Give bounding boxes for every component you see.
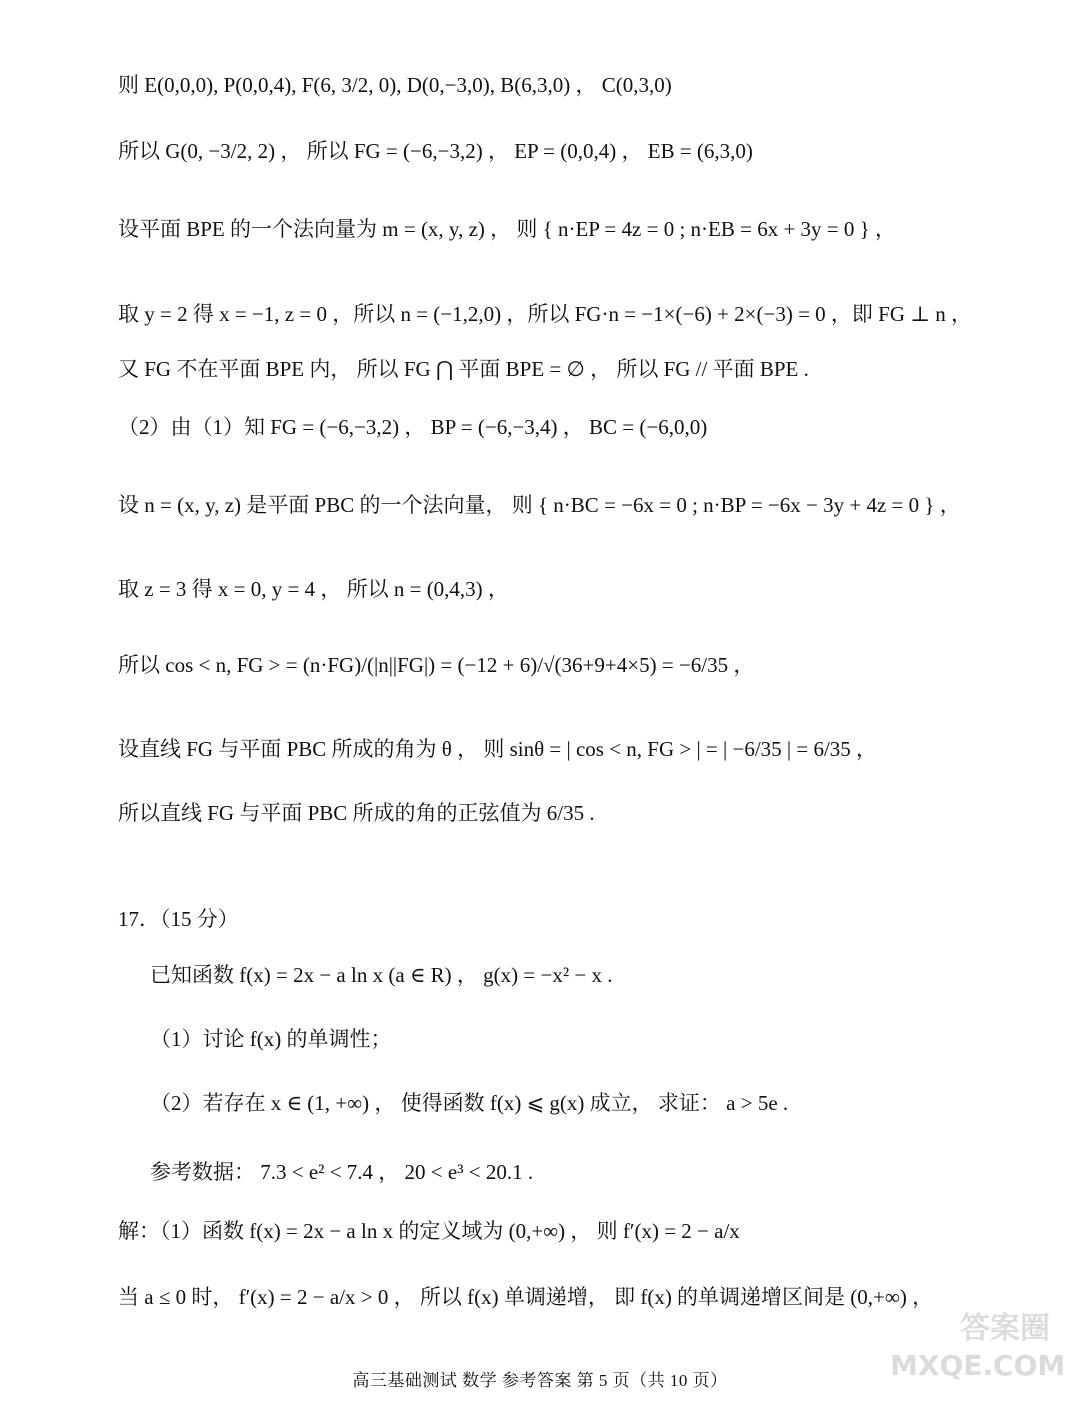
text-line: （2）若存在 x ∈ (1, +∞) ， 使得函数 f(x) ⩽ g(x) 成立， 求证： a > 5e .	[150, 1091, 789, 1115]
text-line: 当 a ≤ 0 时， f′(x) = 2 − a/x > 0 ， 所以 f(x) 单调递增， 即 f(x) 的单调递增区间是 (0,+∞) ，	[118, 1285, 934, 1309]
watermark-bottom: MXQE.COM	[890, 1349, 1066, 1382]
text-line: 所以 cos < n, FG > = (n·FG)/(|n||FG|) = (−12 + 6)/√(36+9+4×5) = −6/35 ，	[118, 653, 755, 677]
text-line: 设 n = (x, y, z) 是平面 PBC 的一个法向量， 则 { n·BC = −6x = 0 ; n·BP = −6x − 3y + 4z = 0 } ，	[118, 493, 961, 517]
text-line: 设平面 BPE 的一个法向量为 m = (x, y, z) ， 则 { n·EP = 4z = 0 ; n·EB = 6x + 3y = 0 } ，	[118, 217, 896, 241]
text-line: 参考数据： 7.3 < e² < 7.4 ， 20 < e³ < 20.1 .	[150, 1160, 534, 1184]
text-line: （1）讨论 f(x) 的单调性；	[150, 1027, 392, 1051]
watermark-logo	[890, 1309, 1066, 1399]
text-line: 所以 G(0, −3/2, 2) ， 所以 FG = (−6,−3,2) ， EP = (0,0,4) ， EB = (6,3,0)	[118, 139, 753, 163]
text-line: 取 z = 3 得 x = 0, y = 4 ， 所以 n = (0,4,3) ，	[118, 577, 509, 601]
text-line: 则 E(0,0,0), P(0,0,4), F(6, 3/2, 0), D(0,−3,0), B(6,3,0) ， C(0,3,0)	[118, 73, 672, 97]
text-line: （2）由（1）知 FG = (−6,−3,2) ， BP = (−6,−3,4) ， BC = (−6,0,0)	[118, 415, 708, 439]
text-line: 所以直线 FG 与平面 PBC 所成的角的正弦值为 6/35 .	[118, 801, 595, 825]
watermark-top: 答案圈	[960, 1311, 1050, 1346]
text-line: 取 y = 2 得 x = −1, z = 0 ，所以 n = (−1,2,0) ，所以 FG·n = −1×(−6) + 2×(−3) = 0 ，即 FG ⊥ n ，	[118, 302, 973, 326]
text-line: 解：（1）函数 f(x) = 2x − a ln x 的定义域为 (0,+∞) ， 则 f′(x) = 2 − a/x	[118, 1219, 740, 1243]
text-line: 又 FG 不在平面 BPE 内， 所以 FG ⋂ 平面 BPE = ∅ ， 所以 FG // 平面 BPE .	[118, 357, 809, 381]
question-number: 17．（15 分）	[118, 907, 239, 931]
page-footer: 高三基础测试 数学 参考答案 第 5 页（共 10 页）	[352, 1371, 728, 1390]
text-line: 设直线 FG 与平面 PBC 所成的角为 θ ， 则 sinθ = | cos < n, FG > | = | −6/35 | = 6/35 ，	[118, 737, 878, 761]
text-line: 已知函数 f(x) = 2x − a ln x (a ∈ R) ， g(x) = −x² − x .	[150, 963, 613, 987]
